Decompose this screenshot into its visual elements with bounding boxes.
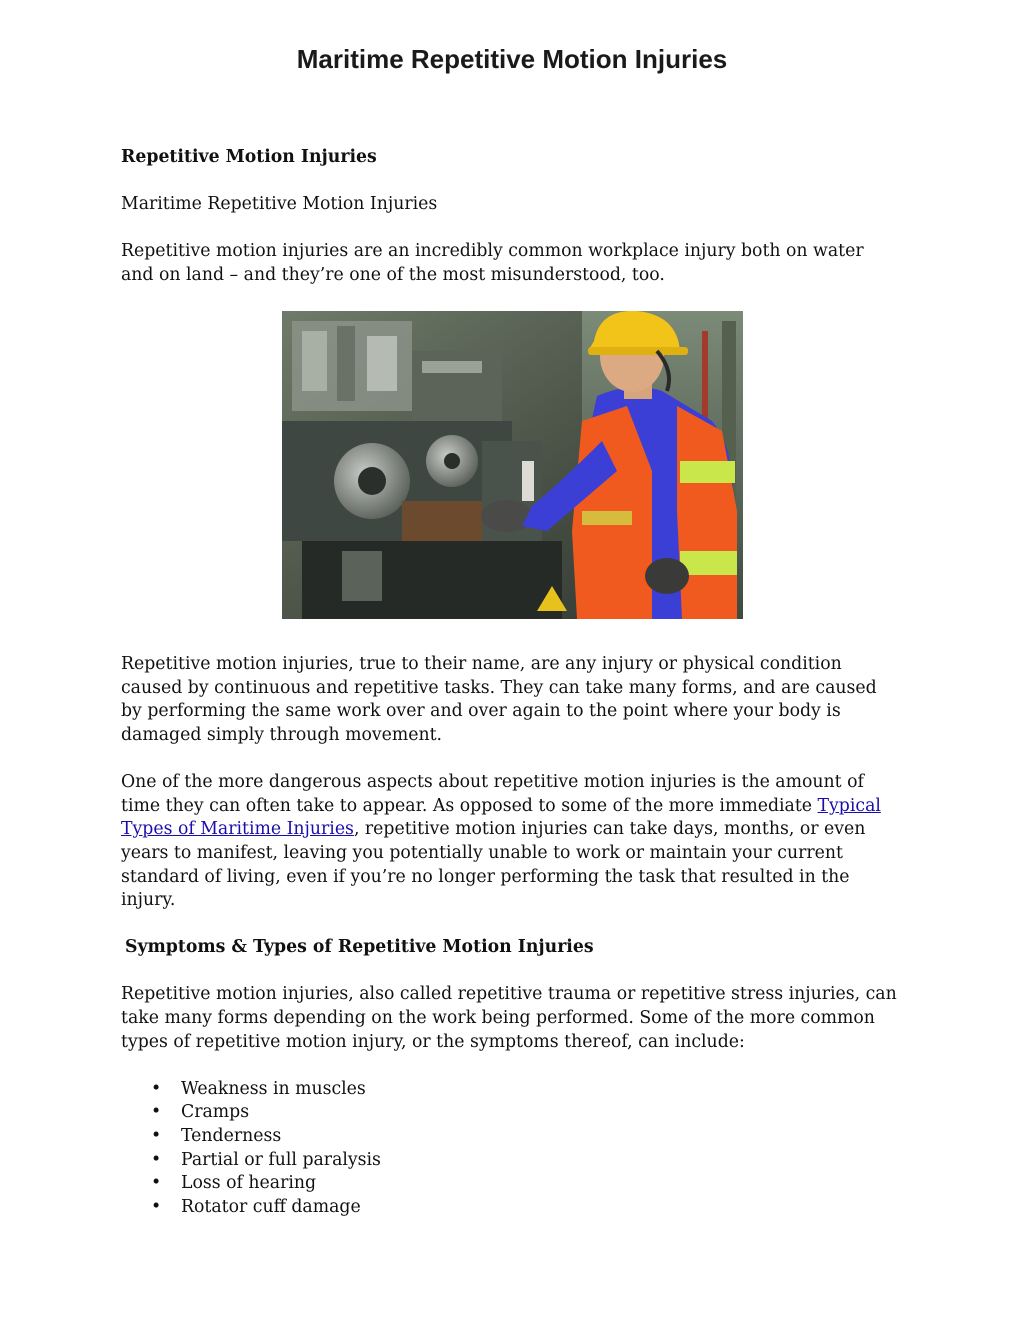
document-body: [121, 146, 901, 1219]
bullet-icon: •: [151, 1173, 162, 1194]
bullet-icon: •: [151, 1078, 162, 1099]
section-heading: Repetitive Motion Injuries: [121, 147, 377, 167]
document-title: Maritime Repetitive Motion Injuries: [296, 44, 728, 74]
section-heading-symptoms: Symptoms & Types of Repetitive Motion Injuries: [125, 937, 594, 958]
list-item-text: Weakness in muscles: [181, 1078, 366, 1099]
intro-paragraph: Repetitive motion injuries are an incredibly common workplace injury both on water and on land – and they’re one of the most misunderstood, too.: [121, 241, 864, 285]
list-item-text: Rotator cuff damage: [181, 1196, 361, 1217]
worker-photo: [282, 311, 743, 619]
list-item-text: Cramps: [181, 1102, 250, 1123]
list-item-text: Tenderness: [181, 1126, 282, 1147]
symptoms-intro-paragraph: Repetitive motion injuries, also called repetitive trauma or repetitive stress injuries, can take many forms depending on the work being performed. Some of the more common types of repetitive motion injury, or the symptoms thereof, can include:: [121, 984, 897, 1052]
onset-text-start: One of the more dangerous aspects about repetitive motion injuries is the amount of time they can often take to appear. As opposed to some of the more immediate: [121, 772, 864, 816]
onset-text-end: , repetitive motion injuries can take days, months, or even years to manifest, leaving you potentially unable to work or maintain your current standard of living, even if you’re no longer performing the task that resulted in the injury.: [121, 819, 866, 911]
definition-paragraph: Repetitive motion injuries, true to their name, are any injury or physical condition caused by continuous and repetitive tasks. They can take many forms, and are caused by performing the same work over and over again to the point where your body is damaged simply through movement.: [121, 654, 877, 745]
subtitle-text: Maritime Repetitive Motion Injuries: [121, 194, 438, 215]
symptoms-list: [121, 1078, 901, 1220]
bullet-icon: •: [151, 1149, 162, 1170]
bullet-icon: •: [151, 1102, 162, 1123]
list-item: [121, 1078, 901, 1102]
list-item: [121, 1149, 901, 1173]
list-item: [121, 1101, 901, 1125]
list-item: [121, 1196, 901, 1220]
bullet-icon: •: [151, 1196, 162, 1217]
list-item-text: Partial or full paralysis: [181, 1149, 381, 1170]
typical-injuries-link[interactable]: Typical Types of Maritime Injuries: [121, 795, 881, 840]
onset-paragraph: [121, 771, 901, 913]
list-item-text: Loss of hearing: [181, 1173, 317, 1194]
list-item: [121, 1172, 901, 1196]
bullet-icon: •: [151, 1126, 162, 1147]
list-item: [121, 1125, 901, 1149]
